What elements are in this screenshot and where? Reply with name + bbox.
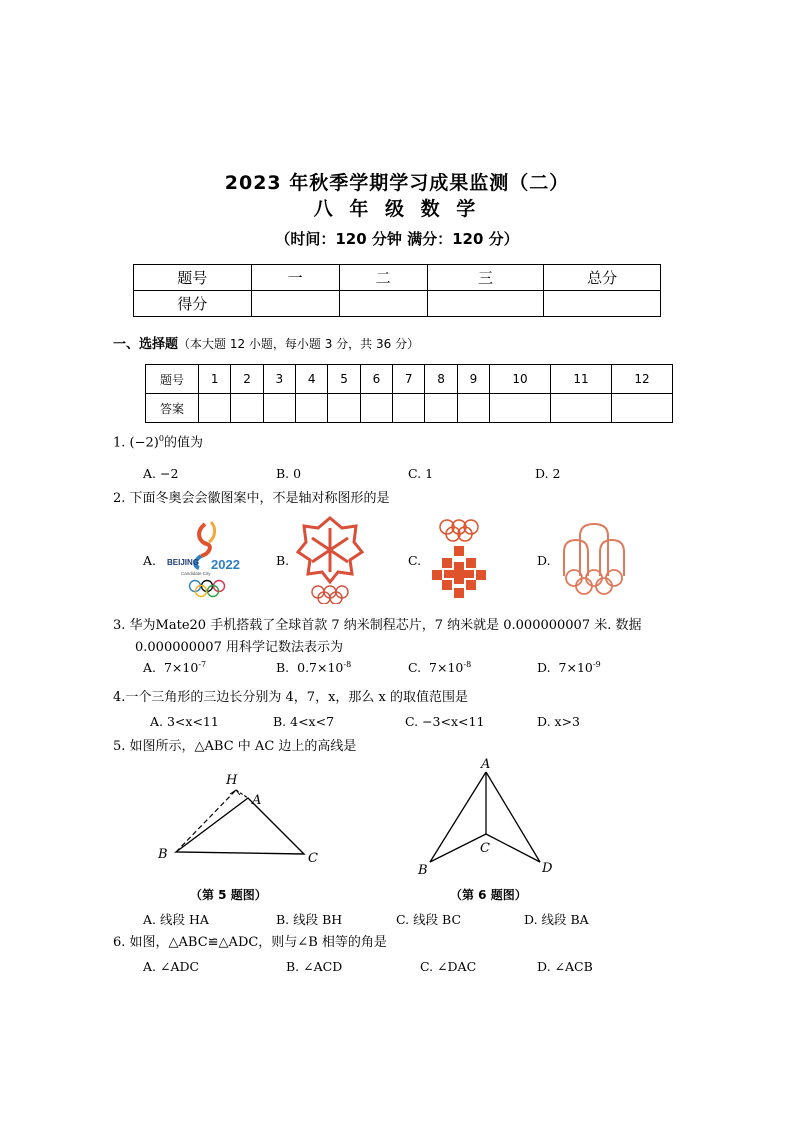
ring [576,578,592,594]
answer-blank[interactable] [551,394,612,423]
answer-number: 6 [360,365,392,394]
answer-blank[interactable] [490,394,551,423]
answer-row-label: 答案 [146,394,199,423]
emblem-ribbon-yellow [209,522,215,542]
score-row-label: 得分 [134,291,252,317]
question-1-text: 的值为 [163,435,203,451]
answer-blank[interactable] [328,394,360,423]
sarajevo-emblem [428,516,490,606]
question-number: 1. [113,435,126,451]
score-table-header-row [134,265,661,291]
option-exponent: -8 [463,660,472,669]
point-a-label: A [481,757,491,772]
answer-blank[interactable] [425,394,457,423]
score-cell: 一 [251,265,339,291]
score-table [133,264,661,317]
tower-shapes [564,524,624,576]
option-label: D. [537,660,551,676]
figure-5 [150,768,330,868]
rings-tower-emblem [558,522,630,598]
answer-number: 4 [296,365,328,394]
score-cell: 三 [427,265,544,291]
ring [586,570,602,586]
extension-ha [236,790,248,798]
answer-row-label: 题号 [146,365,199,394]
score-cell: 总分 [544,265,661,291]
q5-option-c[interactable]: C. 线段 BC [396,912,462,927]
snowflake-emblem [296,514,364,604]
option-base: 7×10 [429,660,464,676]
score-blank[interactable] [544,291,661,317]
triangle-abc [176,798,304,854]
answer-number: 8 [425,365,457,394]
emblem-ribbon-red [199,524,210,556]
score-cell: 二 [339,265,427,291]
beijing-2022-emblem [165,518,249,602]
score-table-score-row [134,291,661,317]
q3-option-b[interactable] [276,660,351,675]
q5-option-b[interactable]: B. 线段 BH [276,912,343,927]
answer-number: 1 [199,365,231,394]
answer-blank[interactable] [199,394,231,423]
q2-option-c[interactable]: C. [408,553,422,568]
section-title: 一、选择题 [113,337,179,352]
answer-number-row [146,365,673,394]
snowflake-shape [298,518,362,582]
option-exponent: -7 [198,660,207,669]
q1-option-c[interactable]: C. 1 [408,466,434,481]
answer-number: 11 [551,365,612,394]
point-c-label: C [308,851,318,866]
answer-number: 3 [263,365,295,394]
ring [606,570,622,586]
figure-5-caption: （第 5 题图） [190,888,267,902]
ring [596,578,612,594]
option-label: C. [408,660,422,676]
exam-subtitle: 八 年 级 数 学 [313,198,481,220]
q2-option-b[interactable]: B. [276,553,290,568]
answer-blank-row [146,394,673,423]
candidate-text: Candidate City [181,571,211,576]
option-exponent: -9 [592,660,601,669]
ring [566,570,582,586]
q3-option-c[interactable] [408,660,471,675]
q6-option-c[interactable]: C. ∠DAC [420,959,477,974]
question-1-base: (−2) [129,435,159,451]
q2-option-a[interactable]: A. [143,553,157,568]
q6-option-a[interactable]: A. ∠ADC [143,959,200,974]
q3-option-d[interactable] [537,660,601,675]
q5-option-a[interactable]: A. 线段 HA [143,912,209,927]
question-1-exponent: 0 [158,434,164,443]
point-b-label: B [418,863,428,878]
option-base: 0.7×10 [297,660,344,676]
option-base: 7×10 [163,660,199,676]
altitude-bh [176,790,236,852]
section-note: （本大题 12 小题，每小题 3 分，共 36 分） [178,337,420,351]
q3-option-a[interactable] [143,660,206,675]
point-h-label: H [226,773,238,788]
answer-number: 10 [490,365,551,394]
q2-option-d[interactable]: D. [537,553,551,568]
year-text: 2022 [211,557,240,572]
answer-number: 9 [457,365,489,394]
q1-option-d[interactable]: D. 2 [535,466,561,481]
figure-6 [412,754,562,878]
beijing-text: BEIJING [167,558,200,567]
answer-number: 7 [393,365,425,394]
answer-blank[interactable] [360,394,392,423]
answer-blank[interactable] [612,394,673,423]
answer-blank[interactable] [393,394,425,423]
option-base: 7×10 [558,660,593,676]
score-blank[interactable] [251,291,339,317]
point-c-label: C [480,841,490,856]
question-2: 2. 下面冬奥会会徽图案中，不是轴对称图形的是 [113,491,390,506]
figure-6-caption: （第 6 题图） [450,888,527,902]
score-cell: 题号 [134,265,252,291]
answer-number: 5 [328,365,360,394]
q1-option-a[interactable]: A. −2 [143,466,179,481]
question-5: 5. 如图所示，△ABC 中 AC 边上的高线是 [113,739,357,754]
question-1 [113,430,203,452]
answer-blank[interactable] [263,394,295,423]
point-d-label: D [542,861,553,876]
question-3-line1: 3. 华为Mate20 手机搭载了全球首款 7 纳米制程芯片，7 纳米就是 0.000000007 米. 数据 [113,618,642,633]
q4-option-d[interactable]: D. x>3 [537,714,580,729]
option-label: A. [143,660,157,676]
q6-option-d[interactable]: D. ∠ACB [537,959,593,974]
q4-option-a[interactable]: A. 3<x<11 [150,714,219,729]
question-4: 4.一个三角形的三边长分别为 4，7，x，那么 x 的取值范围是 [113,690,469,705]
answer-table [145,364,673,423]
answer-number: 12 [612,365,673,394]
answer-blank[interactable] [296,394,328,423]
question-3-line2: 0.000000007 用科学记数法表示为 [135,640,343,655]
option-exponent: -8 [343,660,352,669]
answer-blank[interactable] [231,394,263,423]
question-6: 6. 如图，△ABC≌△ADC，则与∠B 相等的角是 [113,935,387,950]
q4-option-b[interactable]: B. 4<x<7 [273,714,335,729]
option-label: B. [276,660,290,676]
q5-option-d[interactable]: D. 线段 BA [524,912,589,927]
section-heading [113,333,419,352]
emblem-blocks [432,546,486,598]
exam-title: 2023 年秋季学期学习成果监测（二） [224,172,570,194]
answer-number: 2 [231,365,263,394]
q6-option-b[interactable]: B. ∠ACD [286,959,343,974]
exam-info: （时间：120 分钟 满分：120 分） [275,230,519,248]
point-a-label: A [252,793,262,808]
answer-blank[interactable] [457,394,489,423]
score-blank[interactable] [427,291,544,317]
q1-option-b[interactable]: B. 0 [276,466,302,481]
q4-option-c[interactable]: C. −3<x<11 [405,714,485,729]
score-blank[interactable] [339,291,427,317]
point-b-label: B [158,847,168,862]
